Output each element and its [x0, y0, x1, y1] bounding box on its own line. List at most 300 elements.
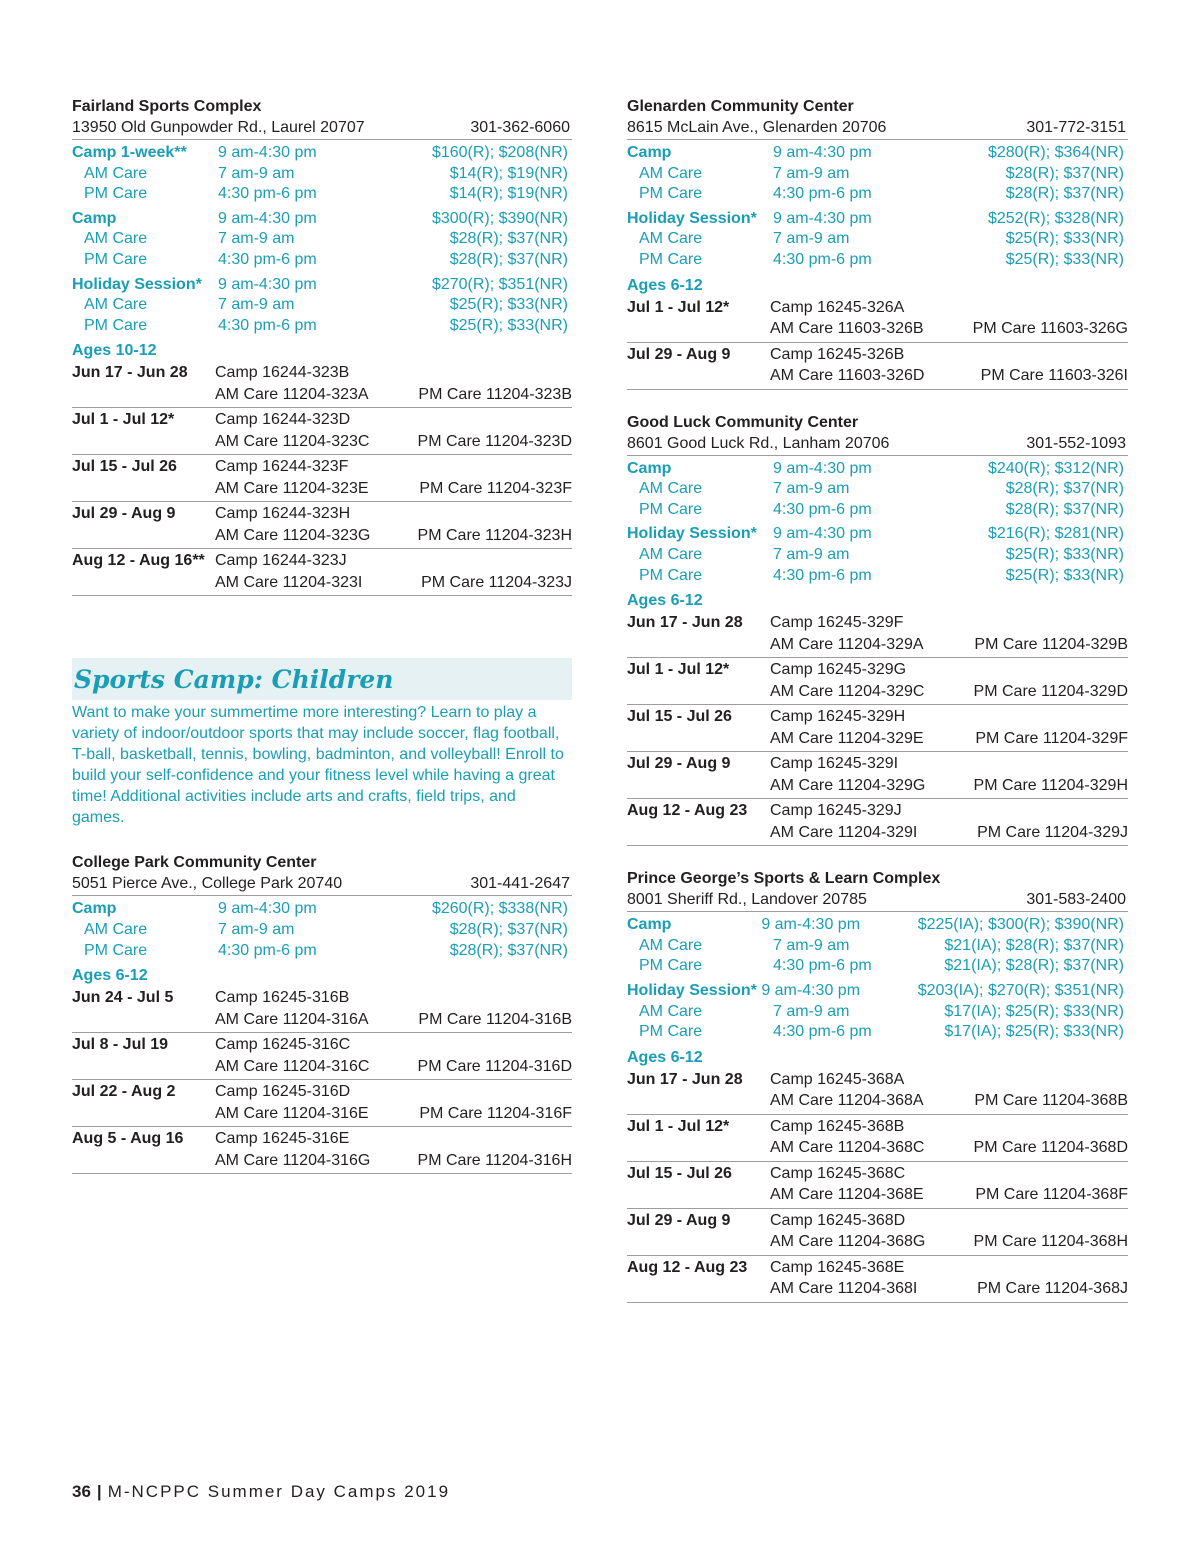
pm-care-label: PM Care: [639, 185, 703, 203]
program-label: Camp: [72, 900, 117, 918]
session-row: [72, 1127, 572, 1174]
session-codes: [215, 1034, 572, 1077]
session-codes: [215, 1081, 572, 1124]
pm-care-time: 4:30 pm-6 pm: [218, 316, 317, 334]
price-group: [72, 143, 572, 205]
session-dates: Jul 29 - Aug 9: [627, 345, 731, 363]
am-care-time: 7 am-9 am: [773, 545, 850, 563]
care-codes: [770, 822, 1128, 844]
program-price: $300(R); $390(NR): [431, 209, 568, 227]
pm-care-row: [72, 184, 572, 205]
am-care-price: $21(IA); $28(R); $37(NR): [944, 936, 1124, 954]
program-price: $270(R); $351(NR): [431, 275, 568, 293]
am-care-label: AM Care: [84, 920, 148, 938]
am-care-code: AM Care 11204-329C: [770, 682, 925, 700]
session-dates: Jul 22 - Aug 2: [72, 1083, 176, 1101]
pm-care-price: $25(R); $33(NR): [1005, 566, 1124, 584]
facility-address-row: [627, 433, 1128, 456]
pm-care-time: 4:30 pm-6 pm: [218, 941, 317, 959]
am-care-row: [627, 545, 1128, 566]
facility-phone: 301-552-1093: [1026, 434, 1126, 452]
am-care-row: [627, 229, 1128, 250]
am-care-row: [72, 229, 572, 250]
session-codes: [770, 1116, 1128, 1159]
session-row: [72, 549, 572, 596]
am-care-code: AM Care 11204-316E: [215, 1104, 369, 1122]
facility-name: Prince George’s Sports & Learn Complex: [627, 870, 941, 888]
session-codes: [770, 800, 1128, 843]
session-dates: Jul 1 - Jul 12*: [627, 1117, 730, 1135]
pm-care-row: [627, 956, 1128, 977]
pm-care-row: [627, 566, 1128, 587]
care-codes: [770, 634, 1128, 656]
price-row: [627, 915, 1128, 936]
program-time: 9 am-4:30 pm: [773, 144, 872, 161]
page-number: 36: [72, 1482, 91, 1501]
pm-care-code: PM Care 11204-368F: [975, 1186, 1128, 1204]
am-care-price: $28(R); $37(NR): [449, 230, 568, 248]
price-row: [627, 209, 1128, 230]
am-care-label: AM Care: [639, 936, 703, 954]
session-codes: [215, 362, 572, 405]
sports-camp-title: Sports Camp: Children: [74, 664, 394, 694]
ages-heading: Ages 6-12: [627, 1048, 703, 1066]
session-codes: [770, 753, 1128, 796]
ages-heading: Ages 6-12: [627, 592, 703, 610]
am-care-time: 7 am-9 am: [218, 164, 295, 182]
pm-care-label: PM Care: [639, 500, 703, 518]
pm-care-code: PM Care 11204-329B: [974, 635, 1128, 653]
session-codes: [770, 612, 1128, 655]
session-row: [72, 986, 572, 1033]
facility-address-row: [72, 873, 572, 896]
session-codes: [770, 344, 1128, 387]
am-care-time: 7 am-9 am: [218, 230, 295, 248]
pm-care-row: [72, 941, 572, 962]
session-codes: [215, 1128, 572, 1171]
ages-heading: Ages 6-12: [72, 967, 148, 985]
pm-care-code: PM Care 11204-329F: [975, 729, 1128, 747]
am-care-time: 7 am-9 am: [773, 480, 850, 498]
program-price: $280(R); $364(NR): [987, 144, 1124, 161]
price-group: [627, 981, 1128, 1043]
price-group: [627, 459, 1128, 521]
am-care-code: AM Care 11204-368G: [770, 1233, 926, 1251]
price-row: [627, 524, 1128, 545]
am-care-price: $14(R); $19(NR): [449, 164, 568, 182]
pm-care-price: $28(R); $37(NR): [1005, 185, 1124, 203]
session-codes: [215, 456, 572, 499]
ages-heading: Ages 10-12: [72, 342, 157, 360]
camp-code: Camp 16244-323H: [215, 505, 351, 523]
am-care-code: AM Care 11204-329I: [770, 823, 918, 841]
facility-good-luck: [627, 412, 1128, 847]
facility-address: 13950 Old Gunpowder Rd., Laurel 20707: [72, 119, 365, 136]
facility-fairland: [72, 96, 572, 596]
am-care-code: AM Care 11603-326D: [770, 367, 925, 385]
pm-care-time: 4:30 pm-6 pm: [773, 957, 872, 975]
price-row: [627, 459, 1128, 480]
price-group: [627, 143, 1128, 205]
pm-care-row: [627, 1022, 1128, 1043]
session-codes: [215, 503, 572, 546]
pm-care-code: PM Care 11204-323F: [419, 479, 572, 497]
camp-code: Camp 16245-329J: [770, 802, 902, 820]
am-care-price: $28(R); $37(NR): [449, 920, 568, 938]
session-codes: [770, 659, 1128, 702]
am-care-price: $25(R); $33(NR): [449, 296, 568, 314]
session-dates: Aug 12 - Aug 16**: [72, 552, 205, 570]
pm-care-label: PM Care: [84, 185, 148, 203]
pm-care-code: PM Care 11204-368D: [973, 1139, 1128, 1157]
pm-care-time: 4:30 pm-6 pm: [773, 566, 872, 584]
session-row: [72, 1033, 572, 1080]
am-care-row: [72, 164, 572, 185]
camp-code: Camp 16245-316C: [215, 1036, 351, 1054]
session-row: [72, 361, 572, 408]
session-row: [627, 1162, 1128, 1209]
am-care-code: AM Care 11204-323G: [215, 526, 371, 544]
pm-care-time: 4:30 pm-6 pm: [773, 1023, 872, 1041]
facility-address-row: [627, 117, 1128, 140]
price-group: [72, 275, 572, 337]
am-care-code: AM Care 11204-323A: [215, 385, 369, 403]
care-codes: [215, 525, 572, 547]
pm-care-code: PM Care 11204-323B: [418, 385, 572, 403]
care-codes: [215, 1103, 572, 1125]
pm-care-code: PM Care 11603-326I: [980, 367, 1128, 385]
camp-code: Camp 16245-329F: [770, 614, 904, 632]
session-row: [72, 502, 572, 549]
am-care-code: AM Care 11603-326B: [770, 320, 924, 338]
camp-code: Camp 16245-329I: [770, 755, 899, 773]
session-row: [627, 1115, 1128, 1162]
session-dates: Jun 24 - Jul 5: [72, 989, 174, 1007]
pm-care-label: PM Care: [84, 316, 148, 334]
camp-code: Camp 16244-323J: [215, 552, 347, 570]
session-row: [627, 1209, 1128, 1256]
care-codes: [770, 318, 1128, 340]
am-care-time: 7 am-9 am: [773, 936, 850, 954]
session-dates: Jul 8 - Jul 19: [72, 1036, 169, 1054]
camp-code: Camp 16245-368C: [770, 1164, 906, 1182]
session-codes: [770, 1069, 1128, 1112]
pm-care-row: [72, 316, 572, 337]
pm-care-time: 4:30 pm-6 pm: [218, 185, 317, 203]
session-dates: Jun 17 - Jun 28: [72, 364, 188, 382]
am-care-time: 7 am-9 am: [218, 920, 295, 938]
pm-care-code: PM Care 11603-326G: [972, 320, 1128, 338]
session-dates: Jul 29 - Aug 9: [627, 755, 731, 773]
am-care-price: $28(R); $37(NR): [1005, 480, 1124, 498]
session-dates: Jul 15 - Jul 26: [627, 1164, 732, 1182]
price-group: [72, 899, 572, 961]
program-price: $216(R); $281(NR): [987, 525, 1124, 543]
session-row: [72, 408, 572, 455]
pm-care-time: 4:30 pm-6 pm: [773, 185, 872, 203]
session-codes: [770, 297, 1128, 340]
pm-care-code: PM Care 11204-323H: [417, 526, 572, 544]
pm-care-price: $21(IA); $28(R); $37(NR): [944, 957, 1124, 975]
price-row: [72, 209, 572, 230]
session-row: [72, 455, 572, 502]
care-codes: [215, 1056, 572, 1078]
session-dates: Jul 29 - Aug 9: [72, 505, 176, 523]
price-group: [627, 524, 1128, 586]
care-codes: [770, 1184, 1128, 1206]
am-care-label: AM Care: [84, 296, 148, 314]
program-label: Camp: [627, 459, 672, 477]
pm-care-label: PM Care: [84, 941, 148, 959]
am-care-label: AM Care: [84, 230, 148, 248]
facility-address: 8601 Good Luck Rd., Lanham 20706: [627, 434, 890, 452]
care-codes: [770, 365, 1128, 387]
camp-code: Camp 16245-316E: [215, 1130, 350, 1148]
sports-camp-banner: [72, 658, 572, 700]
program-time: 9 am-4:30 pm: [773, 209, 872, 227]
price-group: [627, 209, 1128, 271]
program-label: Holiday Session*: [72, 275, 202, 293]
session-dates: Aug 12 - Aug 23: [627, 802, 748, 820]
session-codes: [215, 550, 572, 593]
right-column: [627, 96, 1128, 1325]
session-row: [627, 1256, 1128, 1303]
pm-care-code: PM Care 11204-368B: [974, 1092, 1128, 1110]
pm-care-price: $28(R); $37(NR): [449, 941, 568, 959]
pm-care-time: 4:30 pm-6 pm: [773, 250, 872, 268]
price-row: [627, 981, 1128, 1002]
pm-care-price: $25(R); $33(NR): [1005, 250, 1124, 268]
session-row: [72, 1080, 572, 1127]
session-row: [627, 705, 1128, 752]
am-care-row: [627, 1002, 1128, 1023]
am-care-row: [72, 295, 572, 316]
pm-care-time: 4:30 pm-6 pm: [773, 500, 872, 518]
care-codes: [215, 1150, 572, 1172]
session-dates: Aug 5 - Aug 16: [72, 1130, 184, 1148]
am-care-code: AM Care 11204-329A: [770, 635, 924, 653]
am-care-time: 7 am-9 am: [773, 1002, 850, 1020]
camp-code: Camp 16244-323D: [215, 411, 351, 429]
session-row: [627, 799, 1128, 846]
session-row: [627, 658, 1128, 705]
price-row: [72, 143, 572, 164]
program-time: 9 am-4:30 pm: [761, 916, 861, 934]
care-codes: [215, 478, 572, 500]
session-dates: Jul 1 - Jul 12*: [72, 411, 175, 429]
session-row: [627, 296, 1128, 343]
session-codes: [770, 1210, 1128, 1253]
am-care-label: AM Care: [639, 480, 703, 498]
facility-phone: 301-441-2647: [470, 875, 570, 893]
session-row: [627, 1068, 1128, 1115]
program-time: 9 am-4:30 pm: [218, 209, 317, 227]
facility-name: College Park Community Center: [72, 854, 317, 872]
care-codes: [770, 1137, 1128, 1159]
am-care-row: [627, 479, 1128, 500]
camp-code: Camp 16245-316B: [215, 989, 350, 1007]
session-dates: Jul 15 - Jul 26: [72, 458, 177, 476]
pm-care-price: $28(R); $37(NR): [449, 250, 568, 268]
am-care-label: AM Care: [84, 164, 148, 182]
camp-code: Camp 16245-368B: [770, 1117, 905, 1135]
pm-care-code: PM Care 11204-329J: [977, 823, 1128, 841]
am-care-code: AM Care 11204-316G: [215, 1151, 371, 1169]
facility-phone: 301-583-2400: [1026, 891, 1126, 909]
facility-name: Fairland Sports Complex: [72, 98, 262, 115]
pm-care-row: [627, 250, 1128, 271]
session-dates: Jul 29 - Aug 9: [627, 1211, 731, 1229]
program-price: $252(R); $328(NR): [987, 209, 1124, 227]
am-care-code: AM Care 11204-368C: [770, 1139, 925, 1157]
pm-care-price: $14(R); $19(NR): [449, 185, 568, 203]
facility-address-row: [627, 889, 1128, 912]
pm-care-code: PM Care 11204-368H: [973, 1233, 1128, 1251]
am-care-price: $28(R); $37(NR): [1005, 164, 1124, 182]
program-label: Camp 1-week**: [72, 144, 187, 161]
program-label: Holiday Session*: [627, 525, 757, 543]
program-price: $160(R); $208(NR): [431, 144, 568, 161]
program-price: $260(R); $338(NR): [431, 900, 568, 918]
care-codes: [215, 572, 572, 594]
facility-glenarden: [627, 96, 1128, 390]
am-care-price: $25(R); $33(NR): [1005, 545, 1124, 563]
am-care-code: AM Care 11204-329E: [770, 729, 924, 747]
session-dates: Aug 12 - Aug 23: [627, 1258, 748, 1276]
pm-care-label: PM Care: [639, 957, 703, 975]
program-time: 9 am-4:30 pm: [218, 900, 317, 918]
facility-address: 8615 McLain Ave., Glenarden 20706: [627, 119, 887, 136]
am-care-code: AM Care 11204-368E: [770, 1186, 924, 1204]
am-care-row: [72, 920, 572, 941]
am-care-label: AM Care: [639, 230, 703, 248]
am-care-code: AM Care 11204-323I: [215, 573, 363, 591]
am-care-price: $17(IA); $25(R); $33(NR): [944, 1002, 1124, 1020]
am-care-label: AM Care: [639, 1002, 703, 1020]
care-codes: [770, 681, 1128, 703]
session-dates: Jun 17 - Jun 28: [627, 614, 743, 632]
program-time: 9 am-4:30 pm: [218, 144, 317, 161]
facility-prince-georges: [627, 868, 1128, 1303]
am-care-label: AM Care: [639, 164, 703, 182]
session-dates: Jul 1 - Jul 12*: [627, 661, 730, 679]
price-group: [627, 915, 1128, 977]
pm-care-time: 4:30 pm-6 pm: [218, 250, 317, 268]
am-care-code: AM Care 11204-368I: [770, 1280, 918, 1298]
pm-care-code: PM Care 11204-316D: [417, 1057, 572, 1075]
pm-care-price: $25(R); $33(NR): [449, 316, 568, 334]
session-codes: [215, 987, 572, 1030]
pm-care-code: PM Care 11204-323J: [421, 573, 572, 591]
camp-code: Camp 16244-323F: [215, 458, 349, 476]
am-care-code: AM Care 11204-329G: [770, 776, 926, 794]
care-codes: [770, 728, 1128, 750]
ages-heading: Ages 6-12: [627, 276, 703, 294]
camp-code: Camp 16245-316D: [215, 1083, 351, 1101]
am-care-price: $25(R); $33(NR): [1005, 230, 1124, 248]
care-codes: [215, 384, 572, 406]
am-care-time: 7 am-9 am: [773, 230, 850, 248]
program-label: Camp: [627, 144, 672, 161]
care-codes: [770, 1231, 1128, 1253]
session-codes: [770, 1257, 1128, 1300]
care-codes: [770, 1090, 1128, 1112]
am-care-code: AM Care 11204-316C: [215, 1057, 370, 1075]
facility-address: 5051 Pierce Ave., College Park 20740: [72, 875, 343, 893]
am-care-code: AM Care 11204-323E: [215, 479, 369, 497]
program-label: Camp: [72, 209, 117, 227]
facility-address: 8001 Sheriff Rd., Landover 20785: [627, 891, 867, 909]
program-price: $203(IA); $270(R); $351(NR): [917, 981, 1124, 999]
price-row: [627, 143, 1128, 164]
pm-care-code: PM Care 11204-368J: [977, 1280, 1128, 1298]
care-codes: [770, 775, 1128, 797]
price-row: [72, 275, 572, 296]
program-label: Camp: [627, 916, 672, 934]
price-row: [72, 899, 572, 920]
care-codes: [215, 431, 572, 453]
camp-code: Camp 16244-323B: [215, 364, 350, 382]
session-codes: [215, 409, 572, 452]
pm-care-code: PM Care 11204-316F: [419, 1104, 572, 1122]
facility-name: Glenarden Community Center: [627, 98, 854, 115]
facility-name: Good Luck Community Center: [627, 413, 859, 431]
am-care-time: 7 am-9 am: [218, 296, 295, 314]
program-time: 9 am-4:30 pm: [773, 459, 872, 477]
session-row: [627, 343, 1128, 390]
am-care-row: [627, 164, 1128, 185]
pm-care-label: PM Care: [639, 1023, 703, 1041]
pm-care-row: [627, 184, 1128, 205]
sports-camp-description: Want to make your summertime more interesting? Learn to play a variety of indoor/outdoor sports that may include soccer, flag football, T-ball, basketball, tennis, bowling, badminton, and volleyball! Enroll to build your self-confidence and your fitness level while having a great time! Additional activities include arts and crafts, field trips, and games.: [72, 704, 564, 827]
camp-code: Camp 16245-368D: [770, 1211, 906, 1229]
facility-address-row: [72, 117, 572, 140]
pm-care-price: $17(IA); $25(R); $33(NR): [944, 1023, 1124, 1041]
footer-separator: |: [96, 1482, 102, 1501]
program-price: $240(R); $312(NR): [987, 459, 1124, 477]
session-codes: [770, 706, 1128, 749]
session-dates: Jun 17 - Jun 28: [627, 1070, 743, 1088]
footer-title: M-NCPPC Summer Day Camps 2019: [107, 1482, 451, 1501]
facility-college-park: [72, 852, 572, 1174]
pm-care-row: [72, 250, 572, 271]
facility-phone: 301-362-6060: [470, 119, 570, 136]
session-codes: [770, 1163, 1128, 1206]
camp-code: Camp 16245-368A: [770, 1070, 905, 1088]
price-group: [72, 209, 572, 271]
pm-care-code: PM Care 11204-323D: [417, 432, 572, 450]
am-care-row: [627, 936, 1128, 957]
pm-care-label: PM Care: [84, 250, 148, 268]
pm-care-code: PM Care 11204-329D: [973, 682, 1128, 700]
session-dates: Jul 1 - Jul 12*: [627, 298, 730, 316]
camp-code: Camp 16245-326B: [770, 345, 905, 363]
program-price: $225(IA); $300(R); $390(NR): [917, 916, 1124, 934]
program-time: 9 am-4:30 pm: [773, 525, 872, 543]
facility-phone: 301-772-3151: [1026, 119, 1126, 136]
session-row: [627, 752, 1128, 799]
program-time: 9 am-4:30 pm: [761, 981, 861, 999]
pm-care-code: PM Care 11204-316H: [417, 1151, 572, 1169]
camp-code: Camp 16245-329G: [770, 661, 907, 679]
camp-code: Camp 16245-368E: [770, 1258, 905, 1276]
page-footer: [72, 1482, 450, 1502]
pm-care-row: [627, 500, 1128, 521]
session-row: [627, 611, 1128, 658]
program-label: Holiday Session*: [627, 209, 757, 227]
left-column: [72, 96, 572, 1196]
am-care-label: AM Care: [639, 545, 703, 563]
